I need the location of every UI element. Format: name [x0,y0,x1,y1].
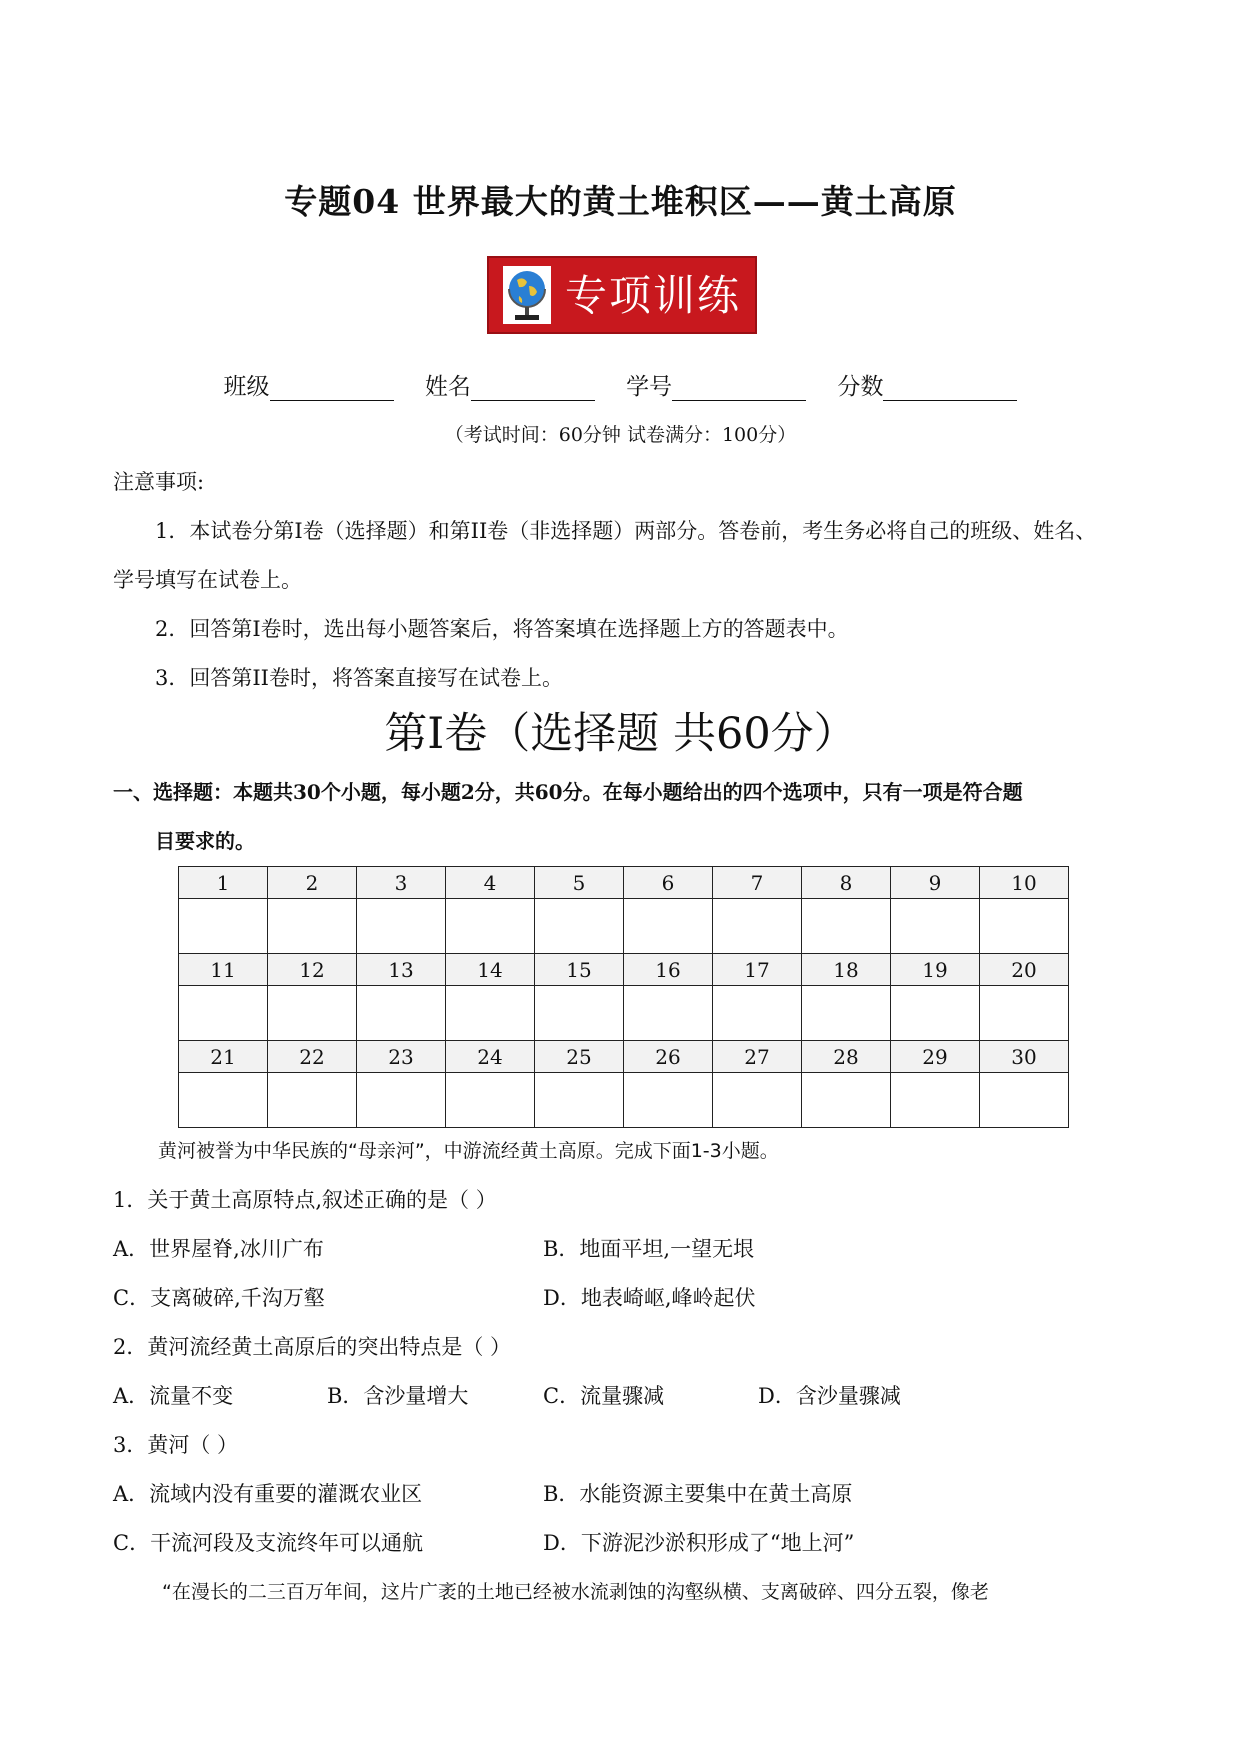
special-training-banner [487,256,757,334]
grid-number-cell: 29 [891,1041,980,1073]
grid-number-row [179,867,1069,899]
student-id-field[interactable]: 学号 [626,368,806,401]
question-2-option-a[interactable]: A．流量不变 [113,1384,234,1408]
answer-cell[interactable] [980,986,1069,1041]
answer-cell[interactable] [268,1073,357,1128]
answer-cell[interactable] [980,899,1069,954]
notice-item-3: 3．回答第II卷时，将答案直接写在试卷上。 [155,666,563,690]
answer-cell[interactable] [268,986,357,1041]
grid-answer-row [179,899,1069,954]
answer-cell[interactable] [624,899,713,954]
answer-cell[interactable] [446,899,535,954]
grid-number-cell: 16 [624,954,713,986]
grid-number-cell: 23 [357,1041,446,1073]
answer-cell[interactable] [179,1073,268,1128]
exam-info: （考试时间：60分钟 试卷满分：100分） [444,424,797,446]
question-2-option-c[interactable]: C．流量骤减 [543,1384,665,1408]
grid-number-cell: 17 [713,954,802,986]
answer-cell[interactable] [535,1073,624,1128]
score-field[interactable]: 分数 [837,368,1017,401]
grid-number-cell: 10 [980,867,1069,899]
answer-cell[interactable] [891,1073,980,1128]
grid-number-cell: 22 [268,1041,357,1073]
document-title: 专题04 世界最大的黄土堆积区——黄土高原 [284,182,957,221]
grid-number-cell: 1 [179,867,268,899]
answer-cell[interactable] [357,899,446,954]
grid-number-cell: 18 [802,954,891,986]
notice-item-2: 2．回答第I卷时，选出每小题答案后，将答案填在选择题上方的答题表中。 [155,617,849,641]
grid-answer-row [179,1073,1069,1128]
answer-cell[interactable] [624,986,713,1041]
answer-cell[interactable] [713,986,802,1041]
grid-number-cell: 6 [624,867,713,899]
answer-cell[interactable] [357,1073,446,1128]
question-3-option-c[interactable]: C．干流河段及支流终年可以通航 [113,1531,424,1555]
answer-cell[interactable] [535,899,624,954]
question-3-option-b[interactable]: B．水能资源主要集中在黄土高原 [543,1482,853,1506]
question-3-option-d[interactable]: D．下游泥沙淤积形成了“地上河” [543,1531,855,1555]
question-3-option-a[interactable]: A．流域内没有重要的灌溉农业区 [113,1482,423,1506]
globe-icon [503,266,551,324]
answer-cell[interactable] [891,899,980,954]
grid-number-cell: 12 [268,954,357,986]
question-1-option-a[interactable]: A．世界屋脊,冰川广布 [113,1237,324,1261]
grid-number-cell: 14 [446,954,535,986]
answer-cell[interactable] [713,1073,802,1128]
grid-number-cell: 2 [268,867,357,899]
answer-cell[interactable] [446,1073,535,1128]
answer-cell[interactable] [446,986,535,1041]
answer-cell[interactable] [535,986,624,1041]
grid-number-cell: 8 [802,867,891,899]
grid-number-cell: 13 [357,954,446,986]
grid-number-cell: 27 [713,1041,802,1073]
answer-cell[interactable] [802,986,891,1041]
answer-cell[interactable] [357,986,446,1041]
grid-number-cell: 15 [535,954,624,986]
answer-grid [178,866,1069,1128]
question-1-option-d[interactable]: D．地表崎岖,峰岭起伏 [543,1286,756,1310]
grid-number-cell: 7 [713,867,802,899]
question-1-option-b[interactable]: B．地面平坦,一望无垠 [543,1237,755,1261]
grid-number-cell: 5 [535,867,624,899]
student-info-fields [0,368,1241,401]
answer-cell[interactable] [624,1073,713,1128]
notice-item-1-cont: 学号填写在试卷上。 [113,568,302,592]
grid-number-row [179,1041,1069,1073]
question-1-option-c[interactable]: C．支离破碎,千沟万壑 [113,1286,325,1310]
grid-number-cell: 25 [535,1041,624,1073]
grid-number-cell: 19 [891,954,980,986]
answer-cell[interactable] [802,899,891,954]
question-2-option-b[interactable]: B．含沙量增大 [327,1384,469,1408]
answer-cell[interactable] [179,899,268,954]
grid-number-cell: 24 [446,1041,535,1073]
grid-number-cell: 11 [179,954,268,986]
notice-heading: 注意事项: [113,470,205,494]
answer-cell[interactable] [179,986,268,1041]
grid-number-cell: 26 [624,1041,713,1073]
answer-cell[interactable] [802,1073,891,1128]
grid-number-row [179,954,1069,986]
answer-cell[interactable] [891,986,980,1041]
question-1-stem: 1．关于黄土高原特点,叙述正确的是（ ） [113,1188,497,1212]
answer-cell[interactable] [980,1073,1069,1128]
grid-number-cell: 21 [179,1041,268,1073]
class-field[interactable]: 班级 [224,368,394,401]
notice-item-1: 1．本试卷分第I卷（选择题）和第II卷（非选择题）两部分。答卷前，考生务必将自己的班级、姓名、 [155,519,1097,543]
grid-answer-row [179,986,1069,1041]
grid-number-cell: 30 [980,1041,1069,1073]
answer-cell[interactable] [268,899,357,954]
grid-number-cell: 4 [446,867,535,899]
section-title: 第I卷（选择题 共60分） [384,709,857,759]
grid-number-cell: 20 [980,954,1069,986]
question-3-stem: 3．黄河（ ） [113,1433,239,1457]
grid-number-cell: 28 [802,1041,891,1073]
grid-number-cell: 3 [357,867,446,899]
answer-cell[interactable] [713,899,802,954]
instruction-cont: 目要求的。 [155,829,255,853]
question-2-stem: 2．黄河流经黄土高原后的突出特点是（ ） [113,1335,512,1359]
passage-2: “在漫长的二三百万年间，这片广袤的土地已经被水流剥蚀的沟壑纵横、支离破碎、四分五裂，像老 [162,1581,989,1603]
banner-label: 专项训练 [565,271,742,320]
passage-1: 黄河被誉为中华民族的“母亲河”，中游流经黄土高原。完成下面1-3小题。 [158,1140,779,1162]
instruction: 一、选择题：本题共30个小题，每小题2分，共60分。在每小题给出的四个选项中，只有一项是符合题 [113,780,1023,804]
question-2-option-d[interactable]: D．含沙量骤减 [758,1384,901,1408]
grid-number-cell: 9 [891,867,980,899]
name-field[interactable]: 姓名 [425,368,595,401]
